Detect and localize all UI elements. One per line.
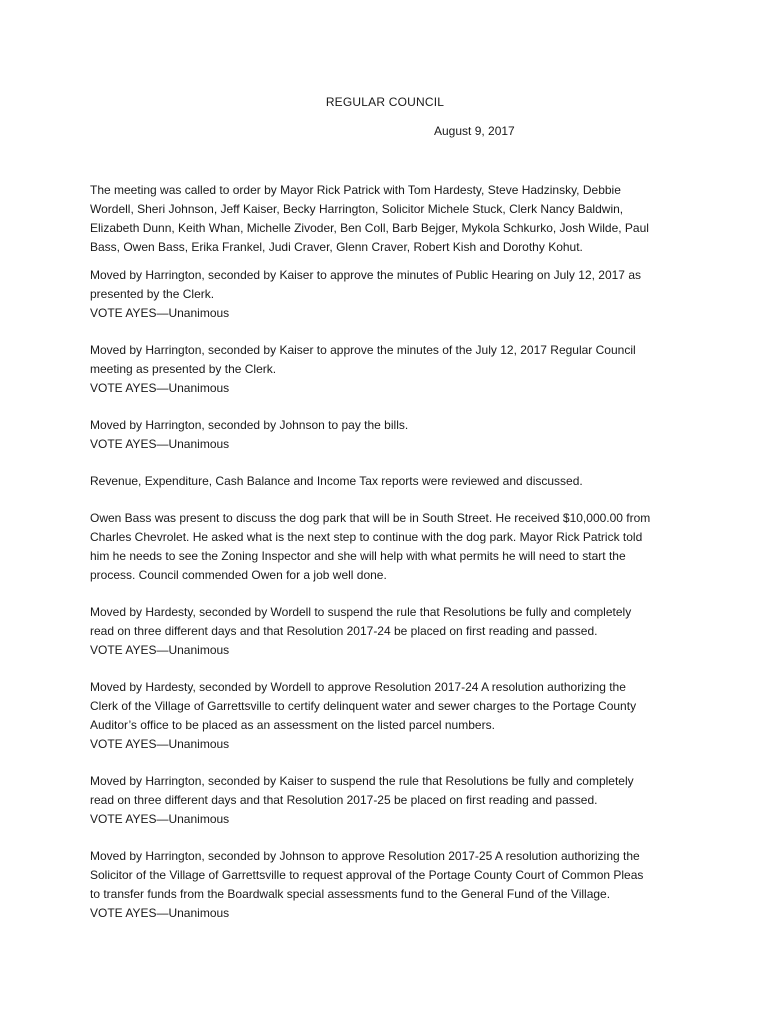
paragraph-line: process. Council commended Owen for a job well done. bbox=[90, 568, 387, 582]
paragraph-line: Moved by Harrington, seconded by Kaiser to approve the minutes of the July 12, 2017 Regular Council bbox=[90, 343, 636, 357]
vote-line: VOTE AYES—Unanimous bbox=[90, 381, 230, 395]
vote-line: VOTE AYES—Unanimous bbox=[90, 812, 230, 826]
paragraph-line: Moved by Hardesty, seconded by Wordell to approve Resolution 2017-24 A resolution authorizing the bbox=[90, 680, 626, 694]
paragraph-line: Moved by Harrington, seconded by Kaiser to approve the minutes of Public Hearing on July 12, 2017 as bbox=[90, 268, 641, 282]
paragraph-line: Auditor’s office to be placed as an assessment on the listed parcel numbers. bbox=[90, 718, 495, 732]
paragraph-line: Charles Chevrolet. He asked what is the next step to continue with the dog park. Mayor Rick Patrick told bbox=[90, 530, 643, 544]
reports-paragraph bbox=[90, 472, 690, 491]
paragraph-line: to transfer funds from the Boardwalk special assessments fund to the General Fund of the Village. bbox=[90, 887, 611, 901]
paragraph-line: him he needs to see the Zoning Inspector and she will help with what permits he will need to start the bbox=[90, 549, 626, 563]
meeting-date: August 9, 2017 bbox=[434, 124, 515, 138]
paragraph-line: Solicitor of the Village of Garrettsville to request approval of the Portage County Court of Common Pleas bbox=[90, 868, 644, 882]
motion-paragraph bbox=[90, 266, 690, 323]
paragraph-line: Revenue, Expenditure, Cash Balance and Income Tax reports were reviewed and discussed. bbox=[90, 474, 583, 488]
motion-paragraph bbox=[90, 603, 690, 660]
vote-line: VOTE AYES—Unanimous bbox=[90, 737, 230, 751]
motion-paragraph bbox=[90, 416, 690, 454]
paragraph-line: Clerk of the Village of Garrettsville to certify delinquent water and sewer charges to the Portage County bbox=[90, 699, 637, 713]
vote-line: VOTE AYES—Unanimous bbox=[90, 306, 230, 320]
paragraph-line: Owen Bass was present to discuss the dog park that will be in South Street. He received $10,000.00 from bbox=[90, 511, 651, 525]
paragraph-line: Elizabeth Dunn, Keith Whan, Michelle Zivoder, Ben Coll, Barb Bejger, Mykola Schkurko, Josh Wilde, Paul bbox=[90, 221, 649, 235]
paragraph-line: Bass, Owen Bass, Erika Frankel, Judi Craver, Glenn Craver, Robert Kish and Dorothy Kohut. bbox=[90, 240, 583, 254]
dog-park-paragraph bbox=[90, 509, 690, 585]
motion-paragraph bbox=[90, 772, 690, 829]
vote-line: VOTE AYES—Unanimous bbox=[90, 906, 230, 920]
paragraph-line: read on three different days and that Resolution 2017-25 be placed on first reading and passed. bbox=[90, 793, 598, 807]
paragraph-line: Wordell, Sheri Johnson, Jeff Kaiser, Becky Harrington, Solicitor Michele Stuck, Clerk Nancy Baldwin, bbox=[90, 202, 624, 216]
paragraph-line: Moved by Hardesty, seconded by Wordell to suspend the rule that Resolutions be fully and completely bbox=[90, 605, 632, 619]
minutes-body bbox=[90, 181, 690, 941]
paragraph-line: presented by the Clerk. bbox=[90, 287, 215, 301]
motion-paragraph bbox=[90, 678, 690, 754]
motion-paragraph bbox=[90, 847, 690, 923]
vote-line: VOTE AYES—Unanimous bbox=[90, 437, 230, 451]
paragraph-line: meeting as presented by the Clerk. bbox=[90, 362, 277, 376]
paragraph-line: The meeting was called to order by Mayor Rick Patrick with Tom Hardesty, Steve Hadzinsky, Debbie bbox=[90, 183, 621, 197]
document-title: REGULAR COUNCIL bbox=[325, 95, 445, 109]
motion-paragraph bbox=[90, 341, 690, 398]
paragraph-line: read on three different days and that Resolution 2017-24 be placed on first reading and passed. bbox=[90, 624, 598, 638]
vote-line: VOTE AYES—Unanimous bbox=[90, 643, 230, 657]
paragraph-line: Moved by Harrington, seconded by Johnson to pay the bills. bbox=[90, 418, 409, 432]
paragraph-line: Moved by Harrington, seconded by Johnson to approve Resolution 2017-25 A resolution authorizing the bbox=[90, 849, 640, 863]
paragraph-line: Moved by Harrington, seconded by Kaiser to suspend the rule that Resolutions be fully and completely bbox=[90, 774, 634, 788]
attendance-paragraph bbox=[90, 181, 690, 257]
